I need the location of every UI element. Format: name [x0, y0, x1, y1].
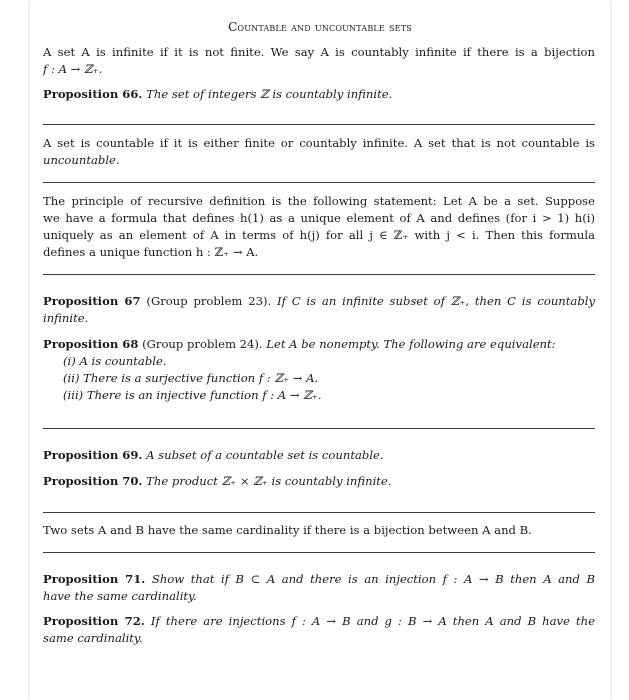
proposition-68-note: (Group problem 24).: [142, 337, 263, 351]
list-item-number: (i): [63, 354, 76, 368]
definition-countable: [43, 135, 595, 169]
list-item-text: There is a surjective function f : ℤ₊ → A.: [83, 371, 319, 385]
definition-countable-line-2: uncountable.: [43, 153, 120, 167]
proposition-71-line-2: have the same cardinality.: [43, 589, 197, 603]
divider: [43, 274, 595, 275]
proposition-66-text: The set of integers ℤ is countably infinite.: [146, 87, 393, 101]
proposition-72-label: Proposition 72.: [43, 614, 145, 628]
proposition-70-text: The product ℤ₊ × ℤ₊ is countably infinite.: [146, 474, 392, 488]
proposition-69-label: Proposition 69.: [43, 448, 143, 462]
recursive-definition: [43, 193, 595, 261]
list-item-text: A is countable.: [79, 354, 167, 368]
divider: [43, 428, 595, 429]
proposition-71-label: Proposition 71.: [43, 572, 146, 586]
proposition-67: [43, 293, 595, 327]
list-item: [43, 387, 595, 404]
divider: [43, 552, 595, 553]
proposition-72-line-2: same cardinality.: [43, 631, 143, 645]
proposition-67-line-1: If C is an infinite subset of ℤ₊, then C is countably: [277, 294, 596, 308]
definition-cardinality-text: Two sets A and B have the same cardinality if there is a bijection between A and B.: [43, 523, 532, 537]
page-title: Countable and uncountable sets: [228, 20, 412, 34]
proposition-67-label: Proposition 67: [43, 294, 141, 308]
definition-infinite-line-2: f : A → ℤ₊.: [43, 62, 103, 76]
recursive-definition-line-2: we have a formula that defines h(1) as a unique element of A and defines (for i > 1) h(i): [43, 211, 595, 225]
proposition-66: [43, 86, 595, 103]
list-item-text: There is an injective function f : A → ℤ₊.: [86, 388, 322, 402]
definition-countable-line-1: A set is countable if it is either finite or countably infinite. A set that is not countable is: [43, 136, 595, 150]
definition-infinite-line-1: A set A is infinite if it is not finite. We say A is countably infinite if there is a bijection: [43, 45, 595, 59]
proposition-70: [43, 473, 595, 490]
definition-infinite: [43, 44, 595, 78]
list-item-number: (iii): [63, 388, 84, 402]
proposition-68-label: Proposition 68: [43, 337, 139, 351]
proposition-72-line-1: If there are injections f : A → B and g : B → A then A and B have the: [150, 614, 595, 628]
proposition-67-note: (Group problem 23).: [146, 294, 272, 308]
divider: [43, 182, 595, 183]
proposition-72: [43, 613, 595, 647]
proposition-71: [43, 571, 595, 605]
recursive-definition-line-1: The principle of recursive definition is the following statement: Let A be a set. Suppose: [43, 194, 595, 208]
proposition-68: [43, 336, 595, 404]
list-item: [43, 370, 595, 387]
divider: [43, 124, 595, 125]
proposition-71-line-1: Show that if B ⊂ A and there is an injection f : A → B then A and B: [151, 572, 595, 586]
proposition-67-line-2: infinite.: [43, 311, 89, 325]
recursive-definition-line-3: uniquely as an element of A in terms of h(j) for all j ∈ ℤ₊ with j < i. Then this formula: [43, 228, 595, 242]
proposition-69-text: A subset of a countable set is countable.: [146, 448, 384, 462]
recursive-definition-line-4: defines a unique function h : ℤ₊ → A.: [43, 245, 259, 259]
divider: [43, 512, 595, 513]
list-item-number: (ii): [63, 371, 80, 385]
proposition-68-text: Let A be nonempty. The following are equivalent:: [266, 337, 556, 351]
proposition-69: [43, 447, 595, 464]
list-item: [43, 353, 595, 370]
definition-cardinality: [43, 522, 595, 539]
proposition-66-label: Proposition 66.: [43, 87, 143, 101]
proposition-70-label: Proposition 70.: [43, 474, 143, 488]
document-page: [30, 0, 610, 700]
